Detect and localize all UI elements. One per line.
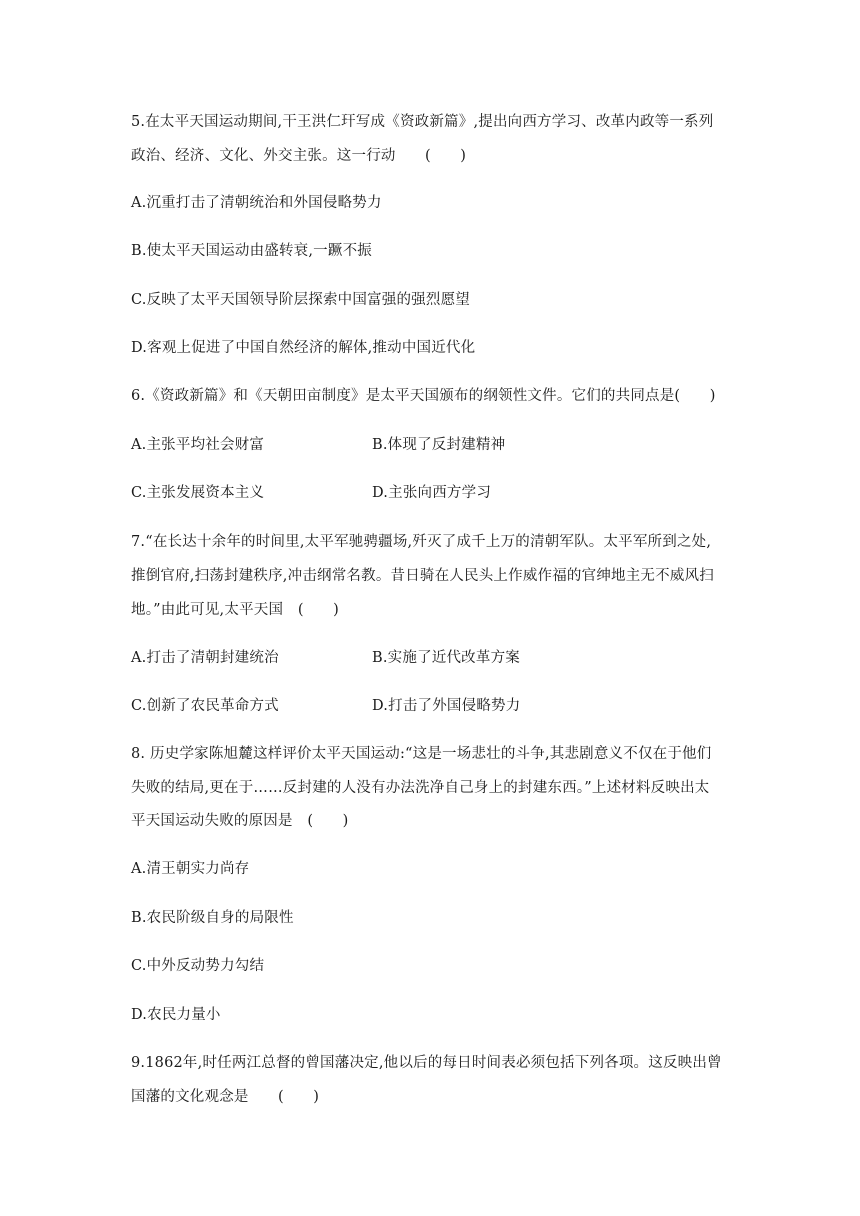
q7-option-c: C.创新了农民革命方式 bbox=[131, 698, 279, 714]
q5-option-d: D.客观上促进了中国自然经济的解体,推动中国近代化 bbox=[131, 340, 476, 356]
q7-stem-line-3: 地。”由此可见,太平天国 ( ) bbox=[131, 602, 339, 618]
q6-stem-line-1: 6.《资政新篇》和《天朝田亩制度》是太平天国颁布的纲领性文件。它们的共同点是( ) bbox=[131, 388, 716, 404]
q7-option-d: D.打击了外国侵略势力 bbox=[372, 698, 521, 714]
q7-stem-line-1: 7.“在长达十余年的时间里,太平军驰骋疆场,歼灭了成千上万的清朝军队。太平军所到之处, bbox=[131, 534, 712, 550]
q6-option-c: C.主张发展资本主义 bbox=[131, 485, 265, 501]
q8-stem-line-3: 平天国运动失败的原因是 ( ) bbox=[131, 813, 349, 829]
q5-option-b: B.使太平天国运动由盛转衰,一蹶不振 bbox=[131, 243, 372, 259]
q7-stem-line-2: 推倒官府,扫荡封建秩序,冲击纲常名教。昔日骑在人民头上作威作福的官绅地主无不威风扫 bbox=[131, 568, 714, 584]
q9-stem-line-2: 国藩的文化观念是 ( ) bbox=[131, 1089, 320, 1105]
q5-stem-line-1: 5.在太平天国运动期间,干王洪仁玕写成《资政新篇》,提出向西方学习、改革内政等一系列 bbox=[131, 114, 714, 130]
q8-option-b: B.农民阶级自身的局限性 bbox=[131, 910, 294, 926]
q6-option-a: A.主张平均社会财富 bbox=[131, 437, 265, 453]
q8-stem-line-2: 失败的结局,更在于……反封建的人没有办法洗净自己身上的封建东西。”上述材料反映出太 bbox=[131, 780, 710, 796]
q7-option-a: A.打击了清朝封建统治 bbox=[131, 650, 279, 666]
q9-stem-line-1: 9.1862年,时任两江总督的曾国藩决定,他以后的每日时间表必须包括下列各项。这反映出曾 bbox=[131, 1055, 722, 1071]
q8-option-c: C.中外反动势力勾结 bbox=[131, 958, 265, 974]
q8-option-d: D.农民力量小 bbox=[131, 1007, 221, 1023]
q5-option-c: C.反映了太平天国领导阶层探索中国富强的强烈愿望 bbox=[131, 292, 470, 308]
q5-stem-line-2: 政治、经济、文化、外交主张。这一行动 ( ) bbox=[131, 148, 467, 164]
q8-stem-line-1: 8. 历史学家陈旭麓这样评价太平天国运动:“这是一场悲壮的斗争,其悲剧意义不仅在于他们 bbox=[131, 746, 712, 762]
q7-option-b: B.实施了近代改革方案 bbox=[372, 650, 520, 666]
q5-option-a: A.沉重打击了清朝统治和外国侵略势力 bbox=[131, 195, 382, 211]
q6-option-b: B.体现了反封建精神 bbox=[372, 437, 506, 453]
q8-option-a: A.清王朝实力尚存 bbox=[131, 861, 250, 877]
q6-option-d: D.主张向西方学习 bbox=[372, 485, 492, 501]
